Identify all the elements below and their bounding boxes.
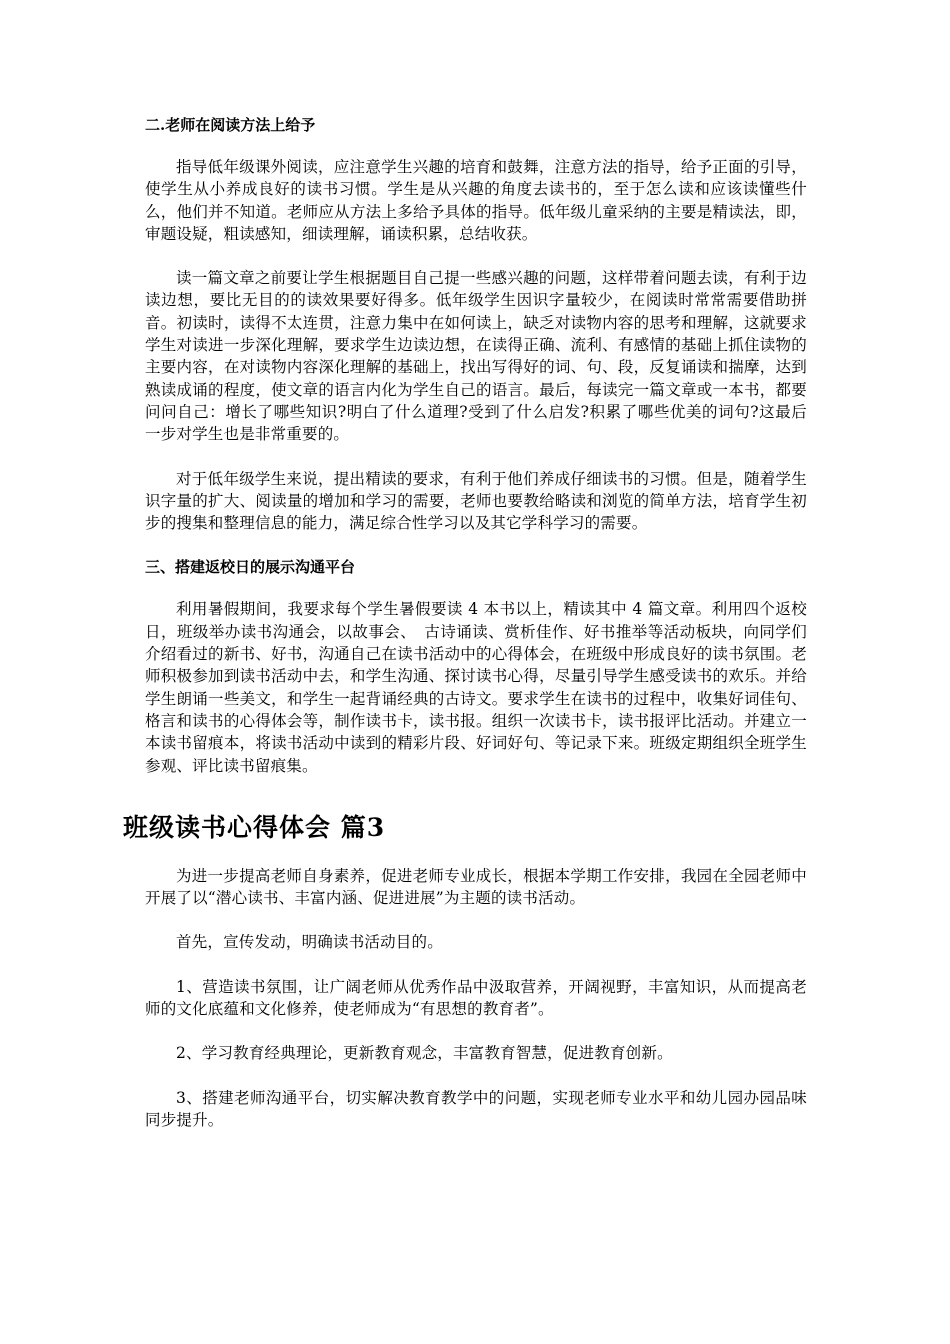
paragraph: 利用暑假期间，我要求每个学生暑假要读 4 本书以上，精读其中 4 篇文章。利用四个返校日，班级举办读书沟通会，以故事会、 古诗诵读、赏析佳作、好书推举等活动板块，向同学们介绍看过的新书、好书，沟通自己在读书活动中的心得体会，在班级中形成良好的读书氛围。老师积极参加到读书活动中去，和学生沟通、探讨读书心得，尽量引导学生感受读书的欢乐。并给学生朗诵一些美文，和学生一起背诵经典的古诗文。要求学生在读书的过程中，收集好词佳句、格言和读书的心得体会等，制作读书卡，读书报。组织一次读书卡，读书报评比活动。并建立一本读书留痕本，将读书活动中读到的精彩片段、好词好句、等记录下来。班级定期组织全班学生参观、评比读书留痕集。 bbox=[145, 600, 807, 775]
article-title: 班级读书心得体会 篇3 bbox=[123, 812, 386, 842]
paragraph: 读一篇文章之前要让学生根据题目自己提一些感兴趣的问题，这样带着问题去读，有利于边读边想，要比无目的的读效果要好得多。低年级学生因识字量较少，在阅读时常常需要借助拼音。初读时，读得不太连贯，注意力集中在如何读上，缺乏对读物内容的思考和理解，这就要求学生对读进一步深化理解，要求学生边读边想，在读得正确、流利、有感情的基础上抓住读物的主要内容，在对读物内容深化理解的基础上，找出写得好的词、句、段，反复诵读和揣摩，达到熟读成诵的程度，使文章的语言内化为学生自己的语言。最后，每读完一篇文章或一本书，都要问问自己：增长了哪些知识?明白了什么道理?受到了什么启发?积累了哪些优美的词句?这最后一步对学生也是非常重要的。 bbox=[145, 269, 807, 444]
paragraph: 对于低年级学生来说，提出精读的要求，有利于他们养成仔细读书的习惯。但是，随着学生识字量的扩大、阅读量的增加和学习的需要，老师也要教给略读和浏览的简单方法，培育学生初步的搜集和整理信息的能力，满足综合性学习以及其它学科学习的需要。 bbox=[145, 469, 807, 533]
paragraph: 首先，宣传发动，明确读书活动目的。 bbox=[176, 933, 443, 952]
section-heading-exchange-platform: 三、搭建返校日的展示沟通平台 bbox=[145, 558, 356, 577]
paragraph: 1、营造读书氛围，让广阔老师从优秀作品中汲取营养，开阔视野，丰富知识，从而提高老师的文化底蕴和文化修养，使老师成为“有思想的教育者”。 bbox=[145, 977, 807, 1019]
paragraph: 3、搭建老师沟通平台，切实解决教育教学中的问题，实现老师专业水平和幼儿园办园品味同步提升。 bbox=[145, 1088, 807, 1129]
paragraph: 2、学习教育经典理论，更新教育观念，丰富教育智慧，促进教育创新。 bbox=[176, 1044, 673, 1063]
paragraph: 指导低年级课外阅读，应注意学生兴趣的培育和鼓舞，注意方法的指导，给予正面的引导，使学生从小养成良好的读书习惯。学生是从兴趣的角度去读书的，至于怎么读和应该读懂些什么，他们并不知道。老师应从方法上多给予具体的指导。低年级儿童采纳的主要是精读法，即，审题设疑，粗读感知，细读理解，诵读积累，总结收获。 bbox=[145, 158, 807, 243]
document-page bbox=[123, 104, 807, 1153]
section-heading-reading-methods: 二.老师在阅读方法上给予 bbox=[145, 116, 316, 134]
paragraph: 为进一步提高老师自身素养，促进老师专业成长，根据本学期工作安排，我园在全园老师中开展了以“潜心读书、丰富内涵、促进进展”为主题的读书活动。 bbox=[145, 866, 807, 908]
